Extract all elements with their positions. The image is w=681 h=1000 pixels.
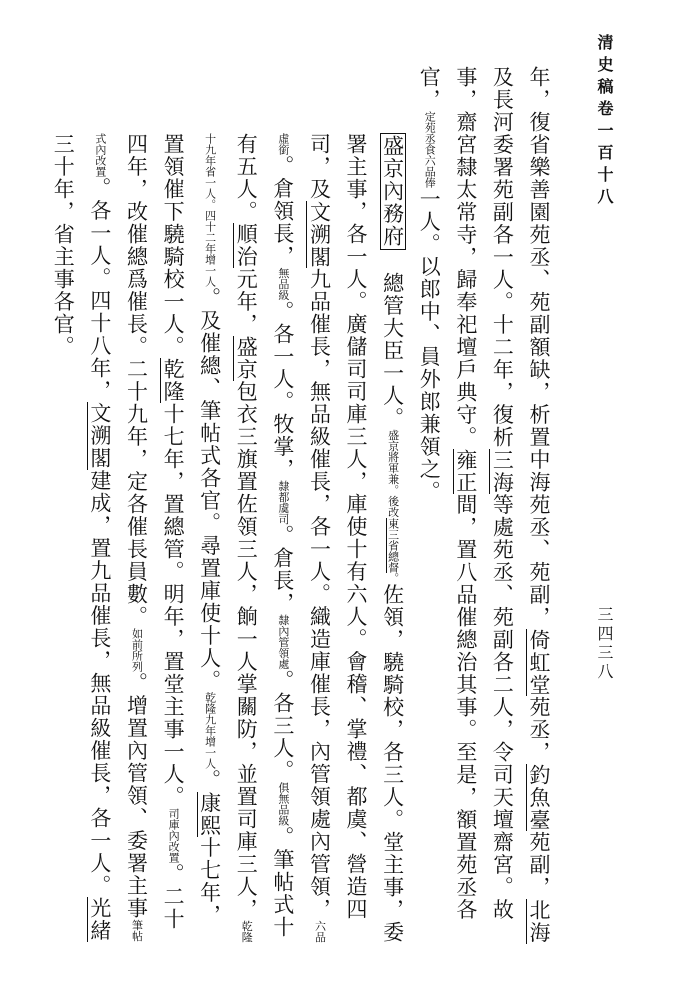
inline-note: 筆帖式內改置 xyxy=(93,133,144,942)
inline-note: 六品虛銜 xyxy=(276,133,327,943)
inline-note: 如前所列 xyxy=(130,628,144,673)
inline-note: 東三省總督 xyxy=(386,517,400,573)
inline-note: 隸都虞司 xyxy=(276,480,290,525)
paragraph-shengjing-household: 盛京內務府 總管大臣一人。盛京將軍兼。後改東三省總督。佐領，驍騎校，各三人。堂主事，委署主事，各一人。廣儲司司庫三人，庫使十有六人。會稽、掌禮、都虞、營造四司，及文溯閣九品催長，無品級催長，各一人。織造庫催長，內管領處內管領，六品虛銜。倉領長，無品級。各一人。牧掌，隸都虞司。倉長，隸內管領處。各三人。俱無品級。筆帖式十有五人。順治元年，盛京包衣三旗置佐領三人，餉一人掌關防，並置司庫三人，乾隆十九年省一人。四十二年增一人。及催總、筆帖式各官。尋置庫使十人。乾隆九年增一人。康熙十七年，置領催下驍騎校一人。乾隆十七年，置總管。明年，置堂主事一人。司庫內改置。二十四年，改催總爲催長。二十九年，定各催長員數。如前所列。增置內管領、委署主事筆帖式內改置。各一人。四十八年，文溯閣建成，置九品催長，無品級催長，各一人。光緒三十年，省主事各官。 xyxy=(51,133,405,944)
inline-note: 盛京將軍兼。後改 xyxy=(386,429,400,518)
inline-note: 俱無品級 xyxy=(276,782,290,827)
place-name: 文溯閣 xyxy=(87,402,112,470)
inline-note: 乾隆九年增一人 xyxy=(203,692,217,770)
era-name: 雍正 xyxy=(453,448,478,494)
era-name: 乾隆 xyxy=(161,358,186,404)
place-name: 釣魚臺 xyxy=(527,763,551,831)
place-name: 文溯閣 xyxy=(307,200,332,269)
page-number: 三四三八 xyxy=(595,606,614,682)
inline-note: 乾隆十九年省一人。四十二年增一人 xyxy=(203,133,254,943)
inline-note: 隸內管領處 xyxy=(276,614,290,670)
inline-note: 司庫內改置 xyxy=(167,808,181,864)
inline-note: 無品級 xyxy=(276,267,290,301)
era-name: 順治 xyxy=(234,223,259,269)
place-name: 三海 xyxy=(490,448,515,494)
section-heading: 盛京內務府 xyxy=(380,135,405,248)
place-name: 倚虹堂 xyxy=(527,628,551,696)
place-name: 盛京 xyxy=(234,335,259,381)
paragraph-garden-offices: 年，復省樂善園苑丞、苑副額缺，析置中海苑丞、苑副，倚虹堂苑丞，釣魚臺苑副，北海及長河委署苑副各一人。十二年，復析三海等處苑丞、苑副各二人，令司天壇齋宮。故事，齋宮隸太常寺，歸奉祀壇戶典守。雍正間，置八品催總治其事。至是，額置苑丞各官，定苑丞食六品俸一人。以郎中、員外郎兼領之。 xyxy=(417,66,551,944)
era-name: 康熙 xyxy=(197,791,222,837)
inline-note: 定苑丞食六品俸 xyxy=(423,111,437,188)
place-name: 北海 xyxy=(527,898,551,944)
body-text xyxy=(51,66,557,946)
running-head: 清史稿卷一百十八 xyxy=(595,34,614,210)
era-name: 光緒 xyxy=(87,897,112,943)
